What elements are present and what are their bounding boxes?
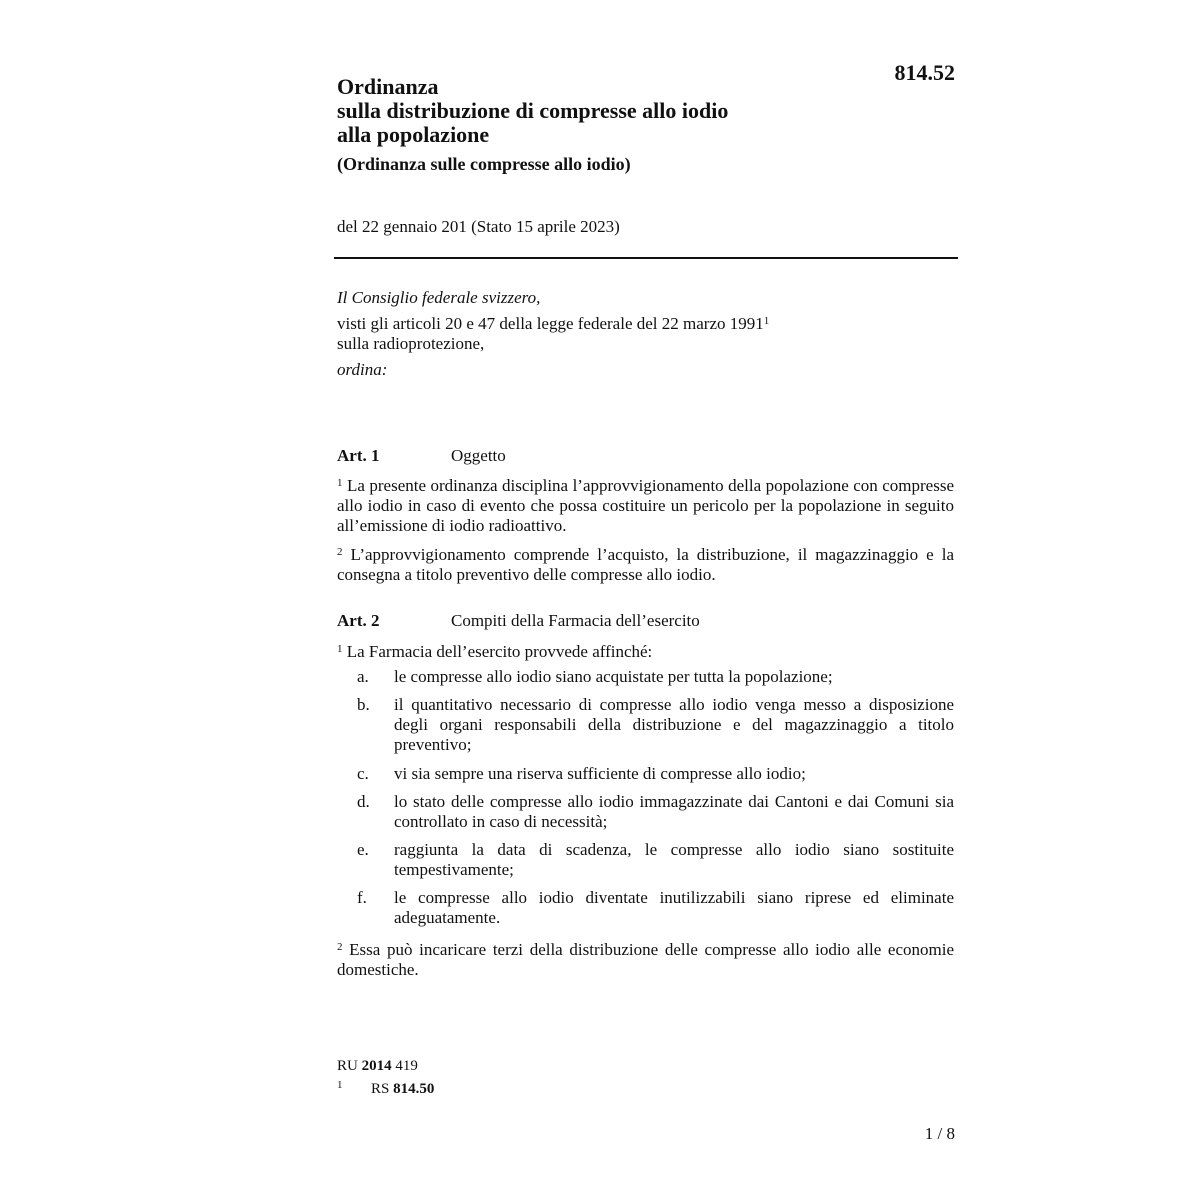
article-1-paragraph-1: [337, 473, 954, 536]
article-1-header: [337, 446, 506, 466]
list-item: [337, 667, 954, 687]
paragraph-text: La Farmacia dell’esercito provvede affinché:: [346, 642, 653, 661]
title-line-1: Ordinanza: [337, 74, 439, 99]
preamble-decree: ordina:: [337, 360, 388, 379]
article-number: Art. 2: [337, 611, 380, 630]
date-line: del 22 gennaio 201 (Stato 15 aprile 2023): [337, 217, 620, 236]
paragraph-text: La presente ordinanza disciplina l’approvvigionamento della popolazione con compresse allo iodio in caso di evento che possa costituire un pericolo per la popolazione in seguito all’emissione di iodio radioattivo.: [337, 476, 954, 535]
footnote-ref-1[interactable]: 1: [763, 315, 770, 327]
preamble-basis-line1: visti gli articoli 20 e 47 della legge federale del 22 marzo 1991: [337, 314, 764, 333]
ru-reference: [337, 1058, 418, 1075]
sr-number: 814.52: [894, 60, 955, 85]
list-marker: d.: [357, 792, 370, 811]
list-marker: c.: [357, 764, 369, 783]
list-item: [337, 695, 954, 755]
paragraph-text: Essa può incaricare terzi della distribuzione delle compresse allo iodio alle economie domestiche.: [337, 940, 955, 979]
article-heading: Oggetto: [451, 446, 506, 465]
preamble-basis: [337, 314, 957, 334]
ru-page: 419: [395, 1058, 418, 1074]
title-line-3: alla popolazione: [337, 122, 490, 147]
header-rule: [334, 257, 958, 259]
paragraph-number: 2: [337, 546, 343, 558]
footnote-ref[interactable]: 814.50: [393, 1081, 435, 1097]
paragraph-number: 2: [337, 941, 343, 953]
preamble-basis-line2: sulla radioprotezione,: [337, 334, 485, 353]
list-item-text: raggiunta la data di scadenza, le compresse allo iodio siano sostituite tempestivamente;: [394, 840, 954, 879]
list-item: [337, 792, 954, 832]
paragraph-text: L’approvvigionamento comprende l’acquisto, la distribuzione, il magazzinaggio e la consegna a titolo preventivo delle compresse allo iodio.: [337, 545, 955, 584]
footnote-1: [337, 1079, 434, 1098]
list-item: [337, 764, 954, 784]
preamble-authority: Il Consiglio federale svizzero,: [337, 288, 541, 307]
footnote-prefix: RS: [371, 1081, 390, 1097]
article-2-header: [337, 611, 700, 631]
list-marker: e.: [357, 840, 369, 859]
title-line-2: sulla distribuzione di compresse allo iodio: [337, 98, 729, 123]
list-marker: f.: [357, 888, 367, 907]
list-marker: b.: [357, 695, 370, 714]
article-2-intro: [337, 639, 954, 662]
list-item-text: lo stato delle compresse allo iodio immagazzinate dai Cantoni e dai Comuni sia controllato in caso di necessità;: [394, 792, 954, 831]
ru-year: 2014: [361, 1058, 392, 1074]
list-item: [337, 840, 954, 880]
list-item-text: le compresse allo iodio diventate inutilizzabili siano riprese ed eliminate adeguatamente.: [394, 888, 954, 927]
preamble: [337, 288, 957, 380]
article-number: Art. 1: [337, 446, 380, 465]
page-number: 1 / 8: [924, 1124, 955, 1143]
list-item-text: le compresse allo iodio siano acquistate per tutta la popolazione;: [394, 667, 833, 686]
article-heading: Compiti della Farmacia dell’esercito: [451, 611, 700, 630]
list-item-text: vi sia sempre una riserva sufficiente di compresse allo iodio;: [394, 764, 806, 783]
ru-prefix: RU: [337, 1058, 358, 1074]
paragraph-number: 1: [337, 477, 343, 489]
list-marker: a.: [357, 667, 369, 686]
article-2-paragraph-2: [337, 937, 954, 980]
list-item: [337, 888, 954, 928]
list-item-text: il quantitativo necessario di compresse allo iodio venga messo a disposizione degli organi responsabili della distribuzione e del magazzinaggio a titolo preventivo;: [394, 695, 954, 754]
article-1-paragraph-2: [337, 542, 954, 585]
footnote-marker: 1: [337, 1079, 343, 1091]
paragraph-number: 1: [337, 643, 343, 655]
short-title: (Ordinanza sulle compresse allo iodio): [337, 154, 631, 174]
document-title: [337, 75, 728, 147]
